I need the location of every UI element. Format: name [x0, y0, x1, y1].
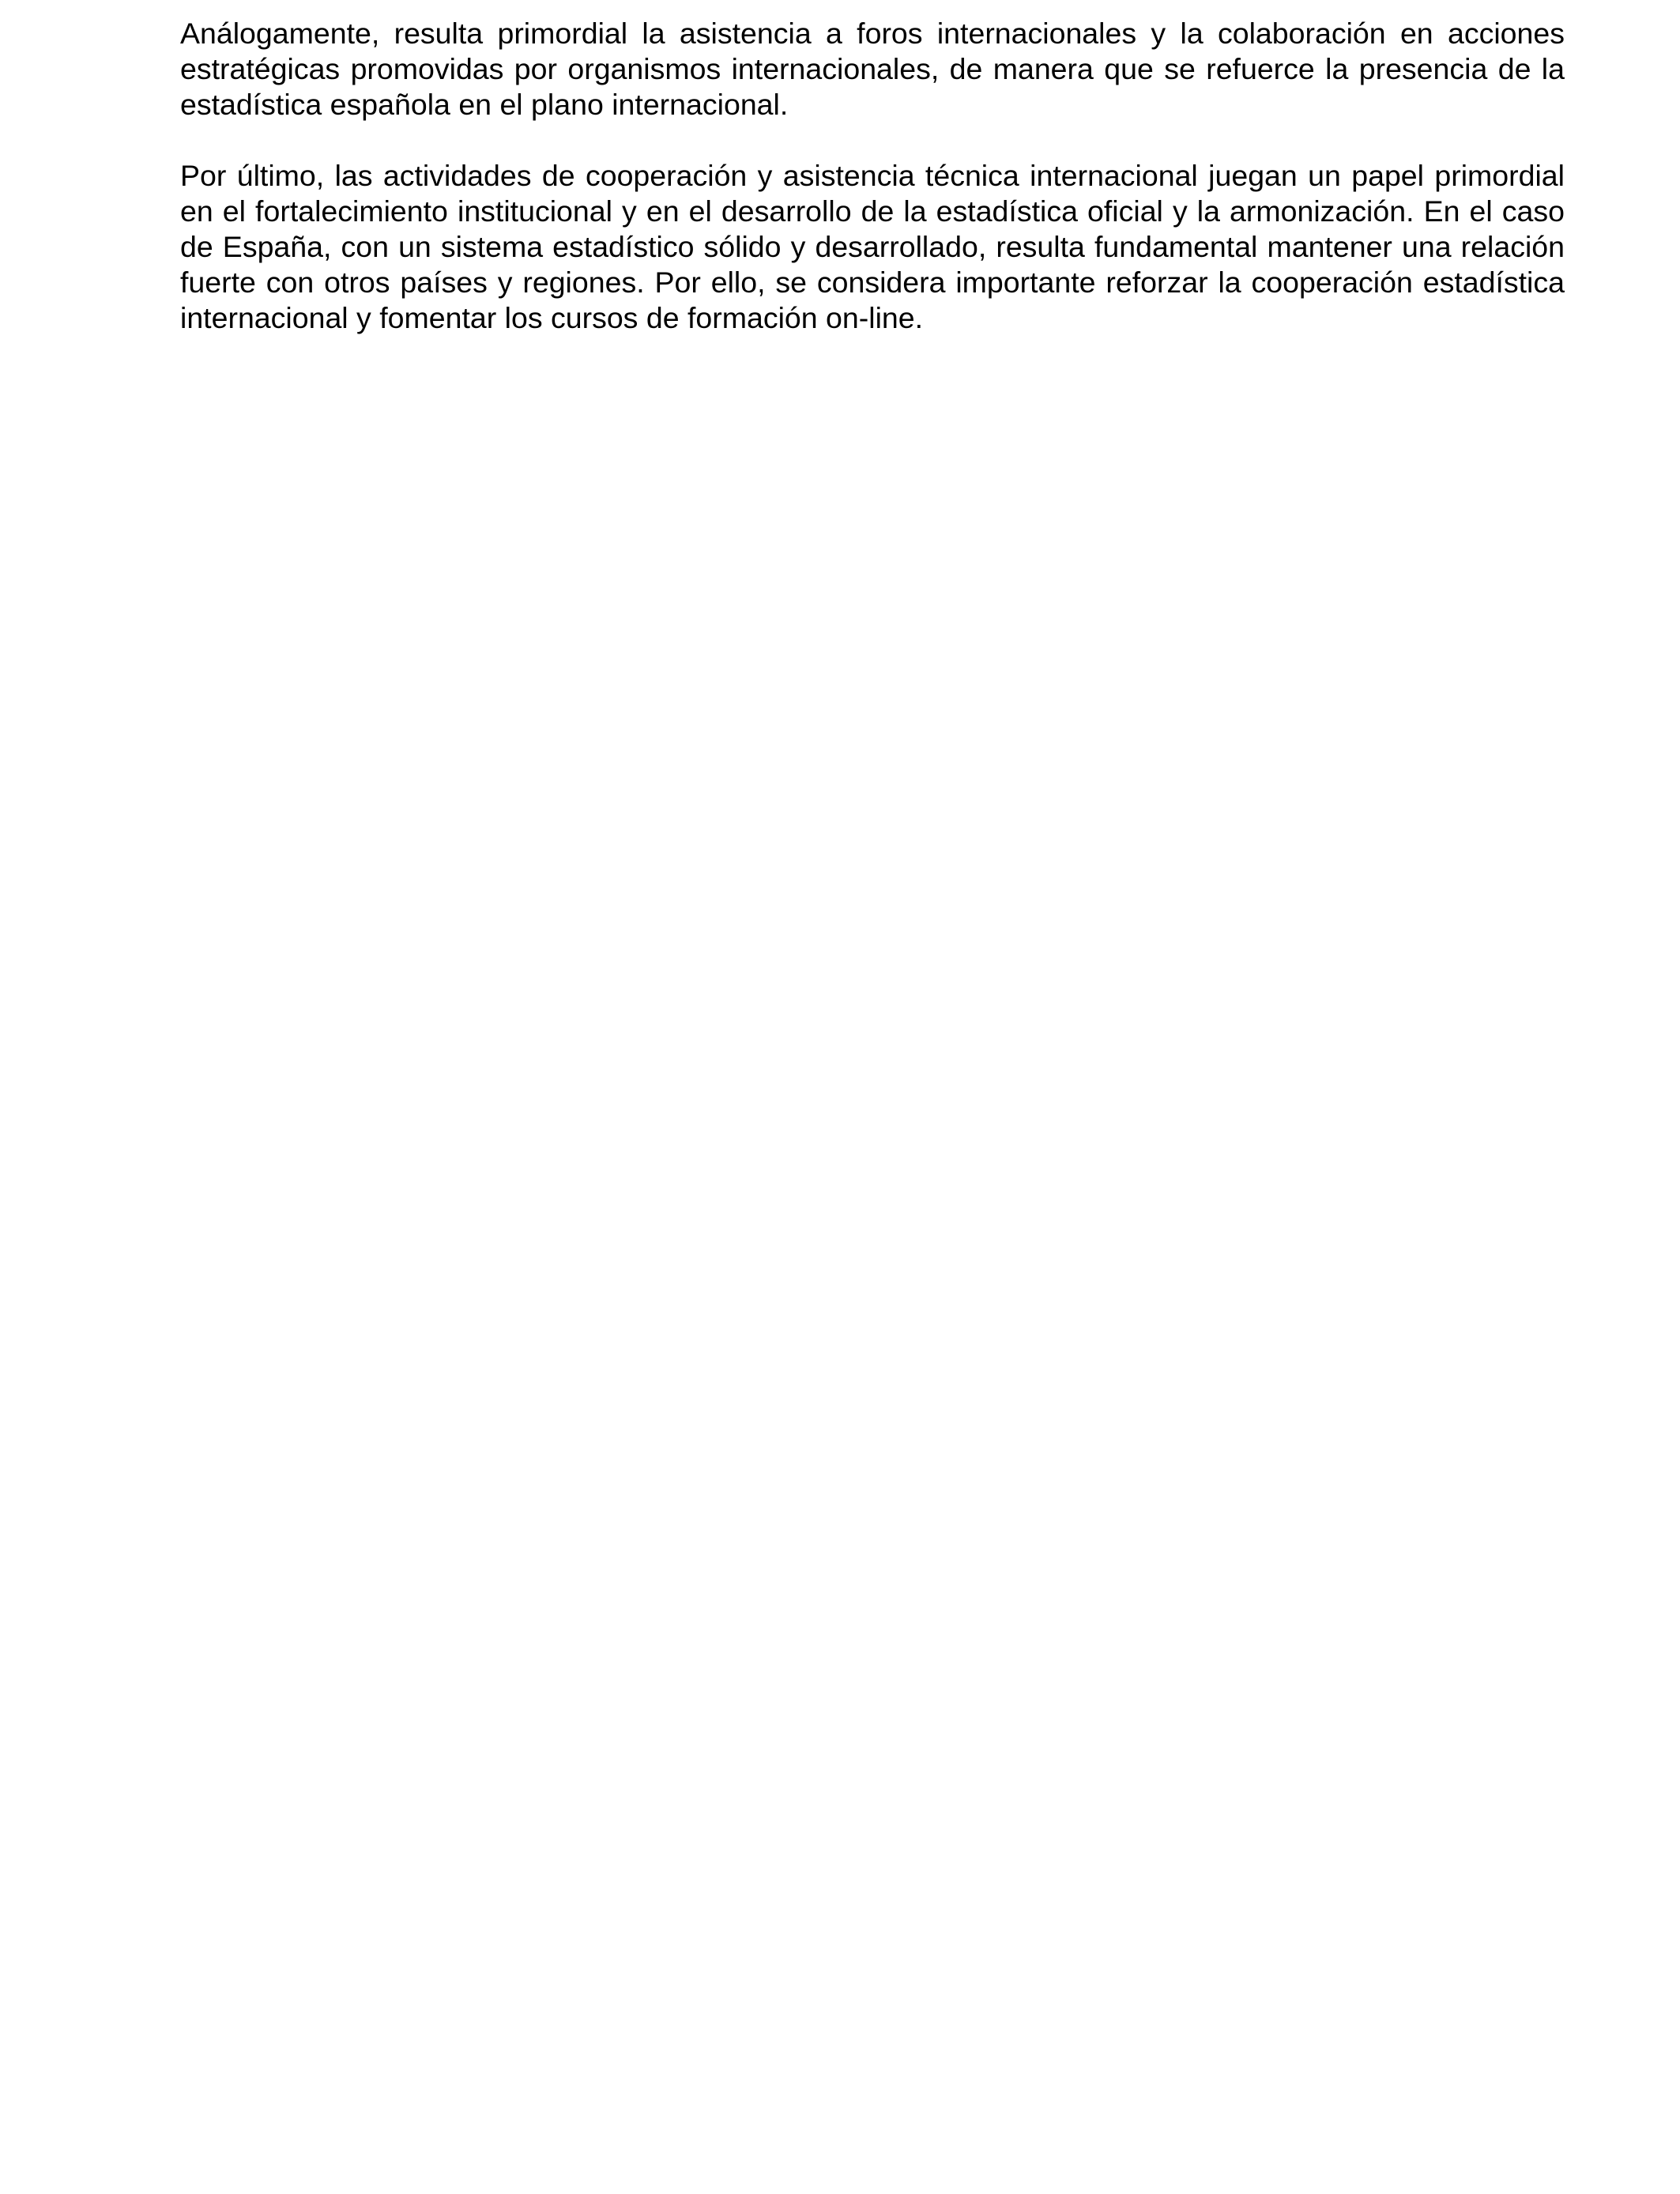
paragraph-technical-cooperation: Por último, las actividades de cooperación y asistencia técnica internacional juegan un papel primordial en el fortalecimiento institucional y en el desarrollo de la estadística oficial y la armonización. En el caso de España, con un sistema estadístico sólido y desarrollado, resulta fundamental mantener una relación fuerte con otros países y regiones. Por ello, se considera importante reforzar la cooperación estadística internacional y fomentar los cursos de formación on-line.: [180, 159, 1565, 334]
paragraph-international-forums: Análogamente, resulta primordial la asistencia a foros internacionales y la colaboración en acciones estratégicas promovidas por organismos internacionales, de manera que se refuerce la presencia de la estadística española en el plano internacional.: [180, 17, 1565, 121]
body-text: [180, 16, 1565, 336]
